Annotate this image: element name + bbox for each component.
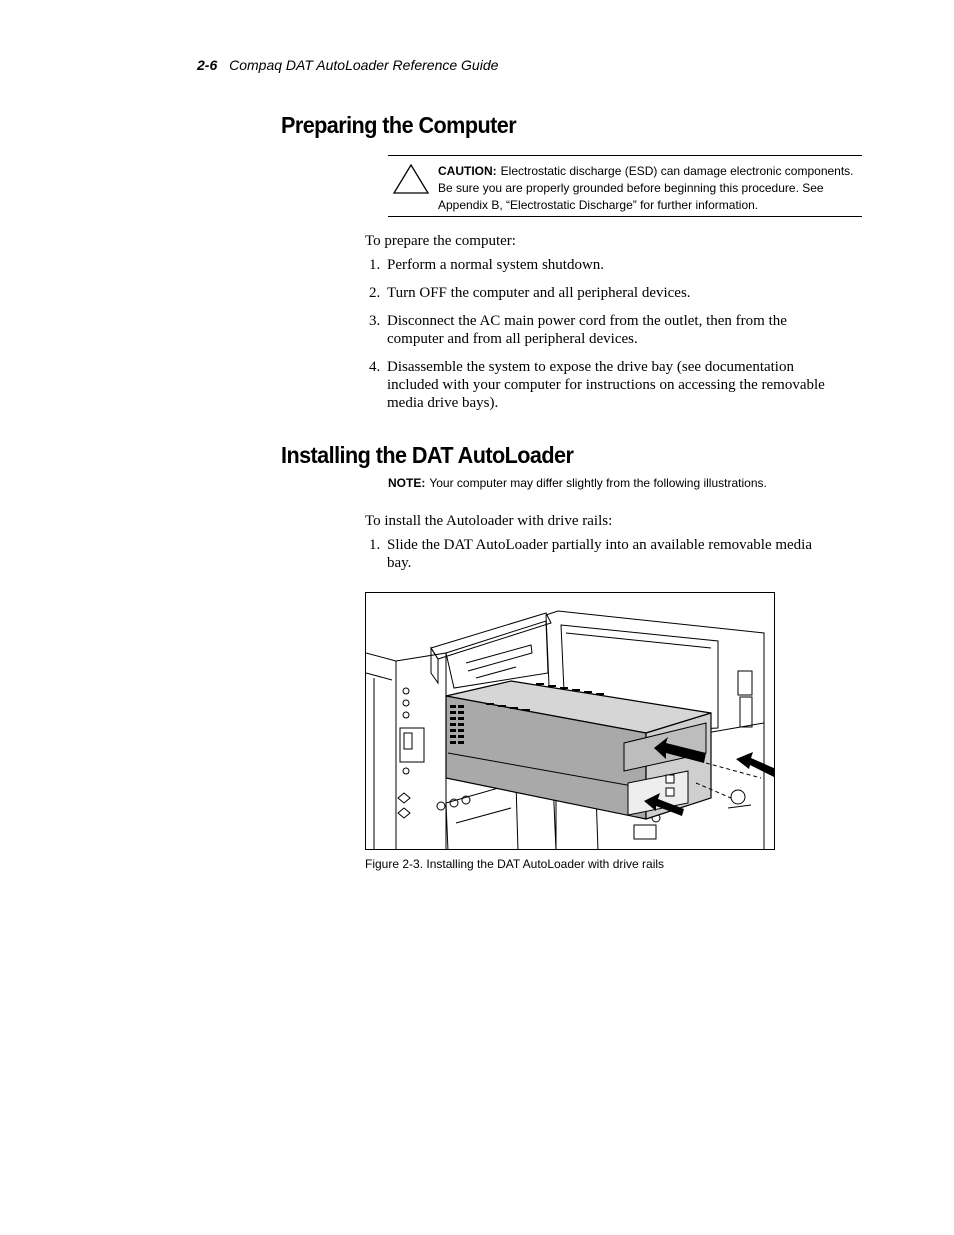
step-text: Slide the DAT AutoLoader partially into an available removable media bay. [387, 537, 813, 571]
list-item [365, 256, 840, 274]
caution-text-block [438, 163, 860, 214]
section-heading-preparing: Preparing the Computer [281, 112, 517, 138]
section-heading-installing: Installing the DAT AutoLoader [281, 442, 574, 468]
autoloader-installation-illustration [366, 593, 775, 850]
caution-text: Electrostatic discharge (ESD) can damage electronic components. Be sure you are properly grounded before beginning this procedure. See Appendix B, “Electrostatic Discharge” for further information. [438, 164, 854, 212]
step-text: Perform a normal system shutdown. [387, 257, 605, 273]
list-item [365, 284, 840, 302]
step-number: 1. [369, 537, 381, 553]
step-text: Disconnect the AC main power cord from the outlet, then from the computer and from all peripheral devices. [387, 313, 787, 347]
step-number: 3. [369, 313, 381, 329]
caution-label: CAUTION: [438, 164, 497, 178]
list-item [365, 536, 840, 572]
warning-triangle-icon [392, 162, 430, 196]
note-text: Your computer may differ slightly from the following illustrations. [429, 476, 767, 490]
note-label: NOTE: [388, 476, 426, 490]
figure-installing-autoloader [365, 592, 775, 850]
note [388, 476, 868, 490]
step-text: Turn OFF the computer and all peripheral devices. [387, 285, 691, 301]
running-header [197, 57, 498, 73]
page-number: 2-6 [197, 57, 218, 73]
step-number: 4. [369, 359, 381, 375]
figure-caption: Figure 2-3. Installing the DAT AutoLoader with drive rails [365, 857, 665, 871]
list-item [365, 358, 840, 412]
step-text: Disassemble the system to expose the drive bay (see documentation included with your computer for instructions on accessing the removable media drive bays). [387, 359, 825, 411]
guide-title: Compaq DAT AutoLoader Reference Guide [229, 57, 499, 73]
step-number: 1. [369, 257, 381, 273]
install-intro: To install the Autoloader with drive rails: [365, 513, 613, 529]
list-item [365, 312, 840, 348]
step-number: 2. [369, 285, 381, 301]
caution-box [388, 155, 862, 217]
prepare-steps-list [365, 256, 840, 422]
install-steps-list [365, 536, 840, 582]
prepare-intro: To prepare the computer: [365, 233, 516, 249]
